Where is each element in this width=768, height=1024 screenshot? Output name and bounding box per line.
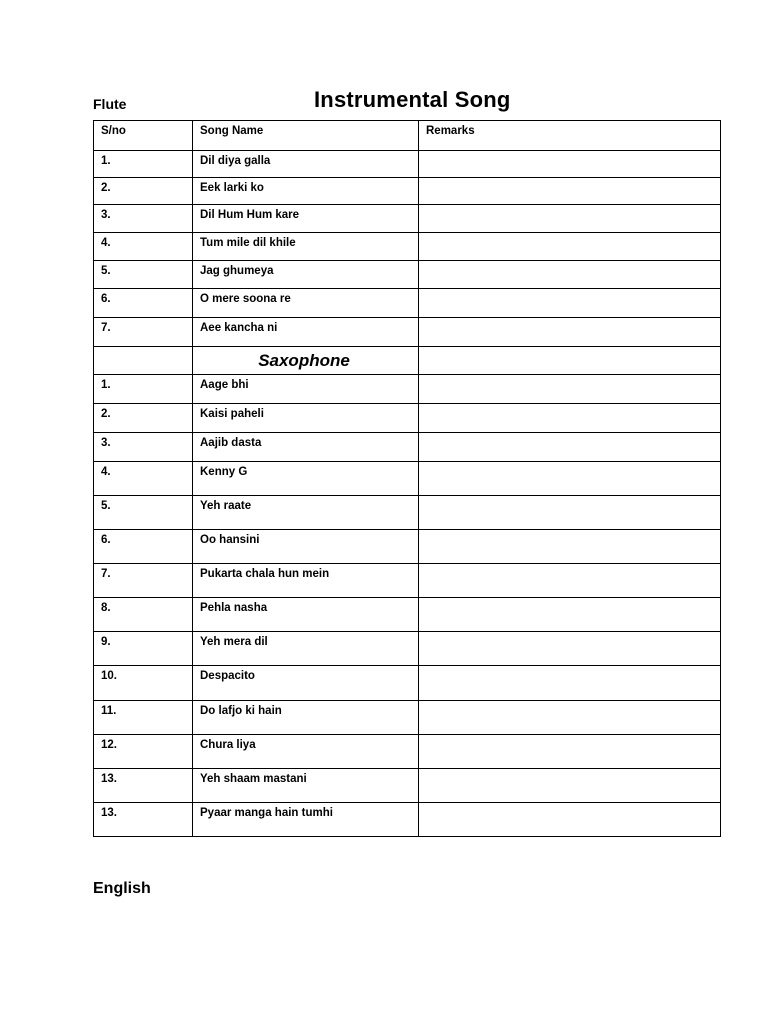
section-empty-cell [94,347,193,375]
song-name-cell: Aajib dasta [193,433,419,462]
english-section-label: English [93,880,151,897]
table-row [94,289,721,318]
section-heading-row [94,347,721,375]
song-name-cell: Pyaar manga hain tumhi [193,803,419,837]
table-row [94,735,721,769]
sno-cell: 3. [94,433,193,462]
table-row [94,701,721,735]
sno-cell: 6. [94,289,193,318]
sno-cell: 13. [94,769,193,803]
remarks-cell [419,701,721,735]
song-name-cell: Do lafjo ki hain [193,701,419,735]
remarks-cell [419,433,721,462]
song-name-cell: Despacito [193,666,419,701]
table-row [94,769,721,803]
remarks-cell [419,530,721,564]
remarks-cell [419,178,721,205]
remarks-cell [419,666,721,701]
sno-cell: 11. [94,701,193,735]
remarks-cell [419,318,721,347]
remarks-cell [419,632,721,666]
sno-cell: 2. [94,178,193,205]
remarks-cell [419,598,721,632]
table-row [94,598,721,632]
song-name-cell: Yeh raate [193,496,419,530]
remarks-cell [419,261,721,289]
column-header-song-name: Song Name [193,121,419,151]
table-row [94,462,721,496]
sno-cell: 4. [94,462,193,496]
song-name-cell: Oo hansini [193,530,419,564]
table-row [94,530,721,564]
column-header-remarks: Remarks [419,121,721,151]
table-row [94,233,721,261]
table-row [94,666,721,701]
column-header-sno: S/no [94,121,193,151]
remarks-cell [419,462,721,496]
remarks-cell [419,735,721,769]
remarks-cell [419,205,721,233]
section-empty-cell [419,347,721,375]
sno-cell: 4. [94,233,193,261]
remarks-cell [419,151,721,178]
sno-cell: 7. [94,318,193,347]
song-name-cell: Aage bhi [193,375,419,404]
table-row [94,205,721,233]
table-row [94,261,721,289]
sno-cell: 1. [94,151,193,178]
sno-cell: 8. [94,598,193,632]
song-name-cell: Pehla nasha [193,598,419,632]
sno-cell: 7. [94,564,193,598]
remarks-cell [419,769,721,803]
sno-cell: 6. [94,530,193,564]
sno-cell: 5. [94,496,193,530]
table-row [94,632,721,666]
remarks-cell [419,803,721,837]
table-row [94,564,721,598]
table-row [94,496,721,530]
sno-cell: 2. [94,404,193,433]
remarks-cell [419,375,721,404]
saxophone-heading-cell [193,347,419,375]
song-name-cell: Jag ghumeya [193,261,419,289]
sno-cell: 1. [94,375,193,404]
remarks-cell [419,496,721,530]
sno-cell: 9. [94,632,193,666]
song-table [93,120,721,837]
remarks-cell [419,404,721,433]
sno-cell: 3. [94,205,193,233]
song-name-cell: Tum mile dil khile [193,233,419,261]
flute-section-label: Flute [93,96,127,112]
remarks-cell [419,233,721,261]
song-name-cell: Kenny G [193,462,419,496]
sno-cell: 12. [94,735,193,769]
sno-cell: 10. [94,666,193,701]
table-row [94,433,721,462]
sno-cell: 13. [94,803,193,837]
table-row [94,375,721,404]
page-title: Instrumental Song [314,87,511,112]
table-row [94,803,721,837]
song-name-cell: Yeh mera dil [193,632,419,666]
song-name-cell: Eek larki ko [193,178,419,205]
remarks-cell [419,289,721,318]
song-name-cell: Dil Hum Hum kare [193,205,419,233]
table-row [94,318,721,347]
song-name-cell: Dil diya galla [193,151,419,178]
remarks-cell [419,564,721,598]
table-row [94,151,721,178]
table-row [94,178,721,205]
saxophone-section-label: Saxophone [258,351,350,370]
sno-cell: 5. [94,261,193,289]
song-name-cell: Yeh shaam mastani [193,769,419,803]
song-name-cell: Chura liya [193,735,419,769]
table-row [94,404,721,433]
song-name-cell: O mere soona re [193,289,419,318]
table-header-row [94,121,721,151]
song-name-cell: Pukarta chala hun mein [193,564,419,598]
song-name-cell: Kaisi paheli [193,404,419,433]
song-name-cell: Aee kancha ni [193,318,419,347]
